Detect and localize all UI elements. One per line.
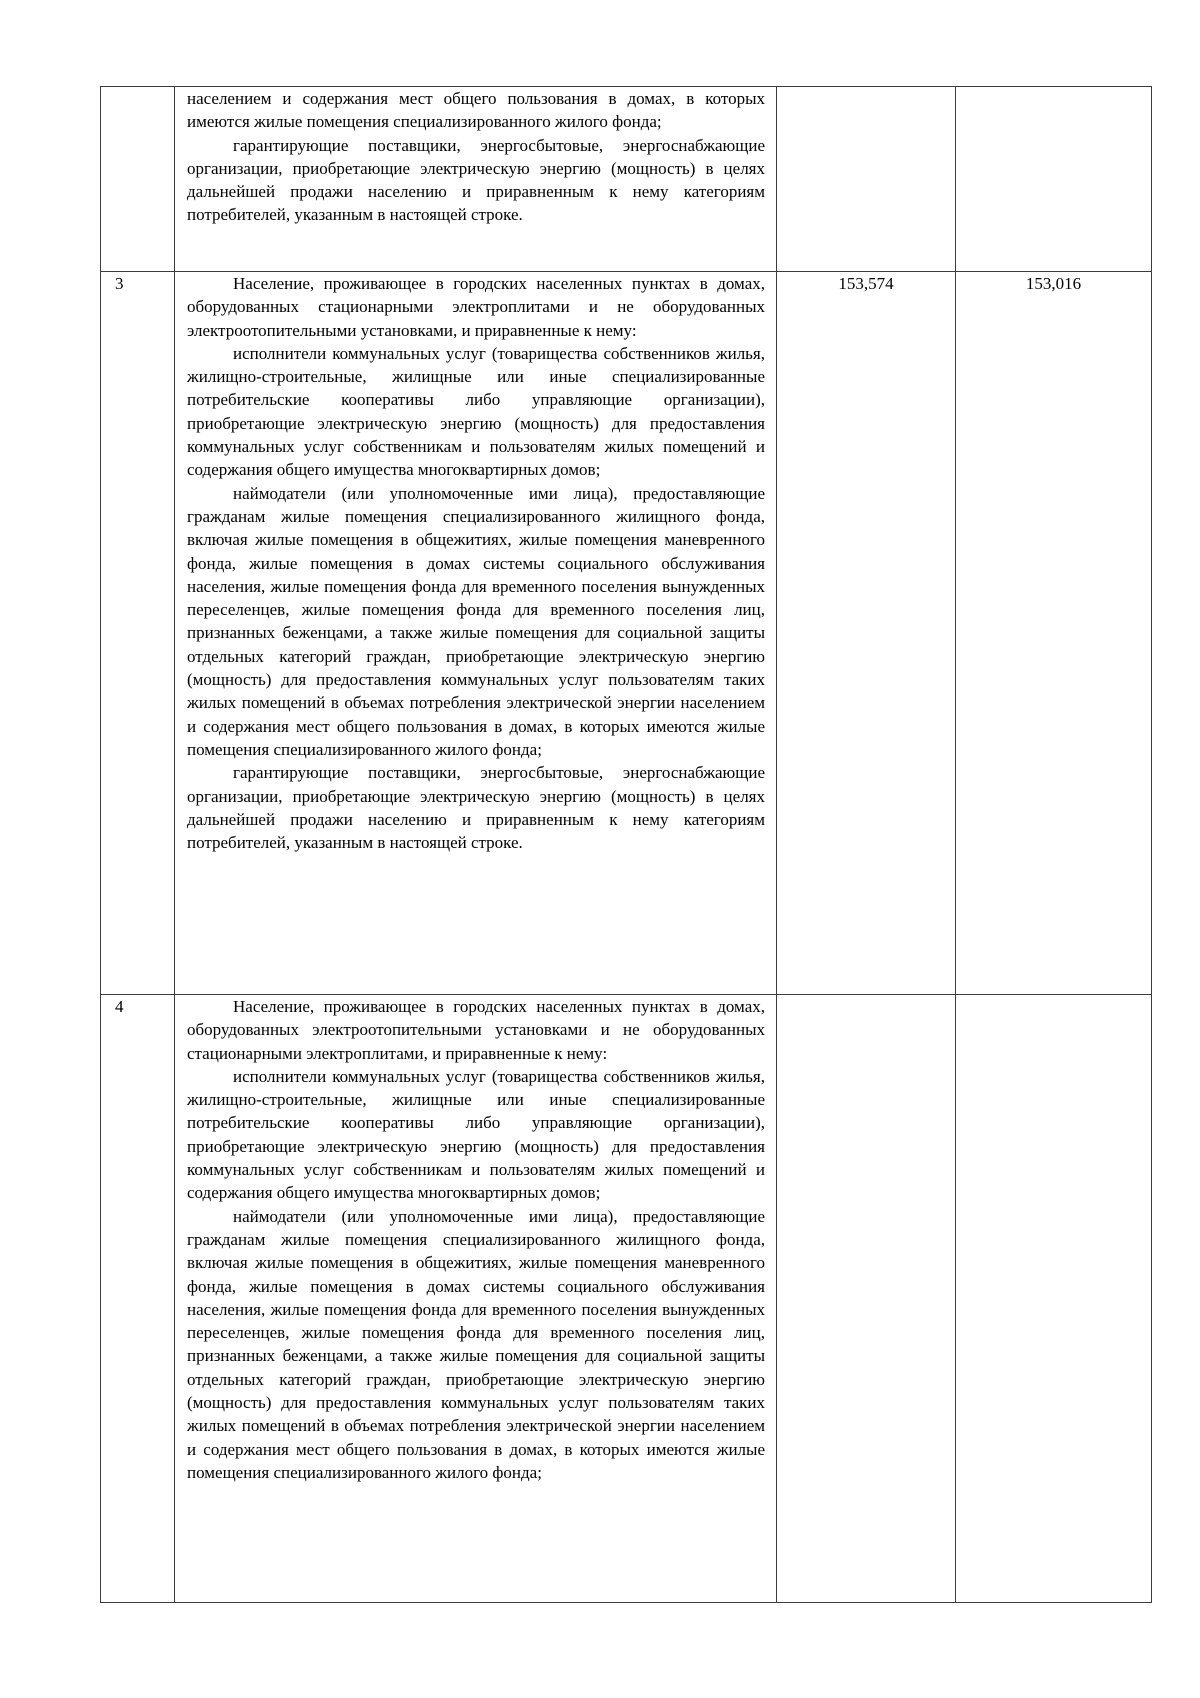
description-paragraph: гарантирующие поставщики, энергосбытовые, энергоснабжающие организации, приобретающие электрическую энергию (мощность) в целях дальнейшей продажи населению и приравненным к нему категориям потребителей, указанным в настоящей строке. — [187, 763, 765, 853]
description-paragraph: Население, проживающее в городских населенных пунктах в домах, оборудованных стационарными электроплитами и не оборудованных электроотопительными установками, и приравненные к нему: — [187, 274, 765, 340]
table-row — [101, 272, 1152, 995]
row-number-cell: 4 — [101, 995, 175, 1603]
value-cell-2: 153,016 — [956, 272, 1152, 995]
value-cell-1 — [777, 87, 956, 272]
value-cell-1 — [777, 995, 956, 1603]
description-paragraph: населением и содержания мест общего пользования в домах, в которых имеются жилые помещения специализированного жилого фонда; — [187, 89, 765, 132]
description-paragraph: Население, проживающее в городских населенных пунктах в домах, оборудованных электроотопительными установками и не оборудованных стационарными электроплитами, и приравненные к нему: — [187, 997, 765, 1063]
value-cell-2 — [956, 995, 1152, 1603]
description-paragraph: исполнители коммунальных услуг (товарищества собственников жилья, жилищно-строительные, жилищные или иные специализированные потребительские кооперативы либо управляющие организации), приобретающие электрическую энергию (мощность) для предоставления коммунальных услуг собственникам и пользователям жилых помещений и содержания общего имущества многоквартирных домов; — [187, 343, 765, 480]
tariff-table — [100, 86, 1152, 1603]
row-description-cell — [175, 272, 777, 995]
table-row — [101, 87, 1152, 272]
row-number-cell: 3 — [101, 272, 175, 995]
row-number-cell — [101, 87, 175, 272]
description-paragraph: наймодатели (или уполномоченные ими лица), предоставляющие гражданам жилые помещения специализированного жилищного фонда, включая жилые помещения в общежитиях, жилые помещения маневренного фонда, жилые помещения в домах системы социального обслуживания населения, жилые помещения фонда для временного поселения вынужденных переселенцев, жилые помещения фонда для временного поселения лиц, признанных беженцами, а также жилые помещения для социальной защиты отдельных категорий граждан, приобретающие электрическую энергию (мощность) для предоставления коммунальных услуг пользователям таких жилых помещений в объемах потребления электрической энергии населением и содержания мест общего пользования в домах, в которых имеются жилые помещения специализированного жилого фонда; — [187, 1206, 765, 1482]
table-row — [101, 995, 1152, 1603]
row-description-cell — [175, 995, 777, 1603]
description-paragraph: наймодатели (или уполномоченные ими лица), предоставляющие гражданам жилые помещения специализированного жилищного фонда, включая жилые помещения в общежитиях, жилые помещения маневренного фонда, жилые помещения в домах системы социального обслуживания населения, жилые помещения фонда для временного поселения вынужденных переселенцев, жилые помещения фонда для временного поселения лиц, признанных беженцами, а также жилые помещения для социальной защиты отдельных категорий граждан, приобретающие электрическую энергию (мощность) для предоставления коммунальных услуг пользователям таких жилых помещений в объемах потребления электрической энергии населением и содержания мест общего пользования в домах, в которых имеются жилые помещения специализированного жилого фонда; — [187, 483, 765, 759]
value-cell-2 — [956, 87, 1152, 272]
description-paragraph: гарантирующие поставщики, энергосбытовые, энергоснабжающие организации, приобретающие электрическую энергию (мощность) в целях дальнейшей продажи населению и приравненным к нему категориям потребителей, указанным в настоящей строке. — [187, 135, 765, 225]
value-cell-1: 153,574 — [777, 272, 956, 995]
description-paragraph: исполнители коммунальных услуг (товарищества собственников жилья, жилищно-строительные, жилищные или иные специализированные потребительские кооперативы либо управляющие организации), приобретающие электрическую энергию (мощность) для предоставления коммунальных услуг собственникам и пользователям жилых помещений и содержания общего имущества многоквартирных домов; — [187, 1066, 765, 1203]
row-description-cell — [175, 87, 777, 272]
